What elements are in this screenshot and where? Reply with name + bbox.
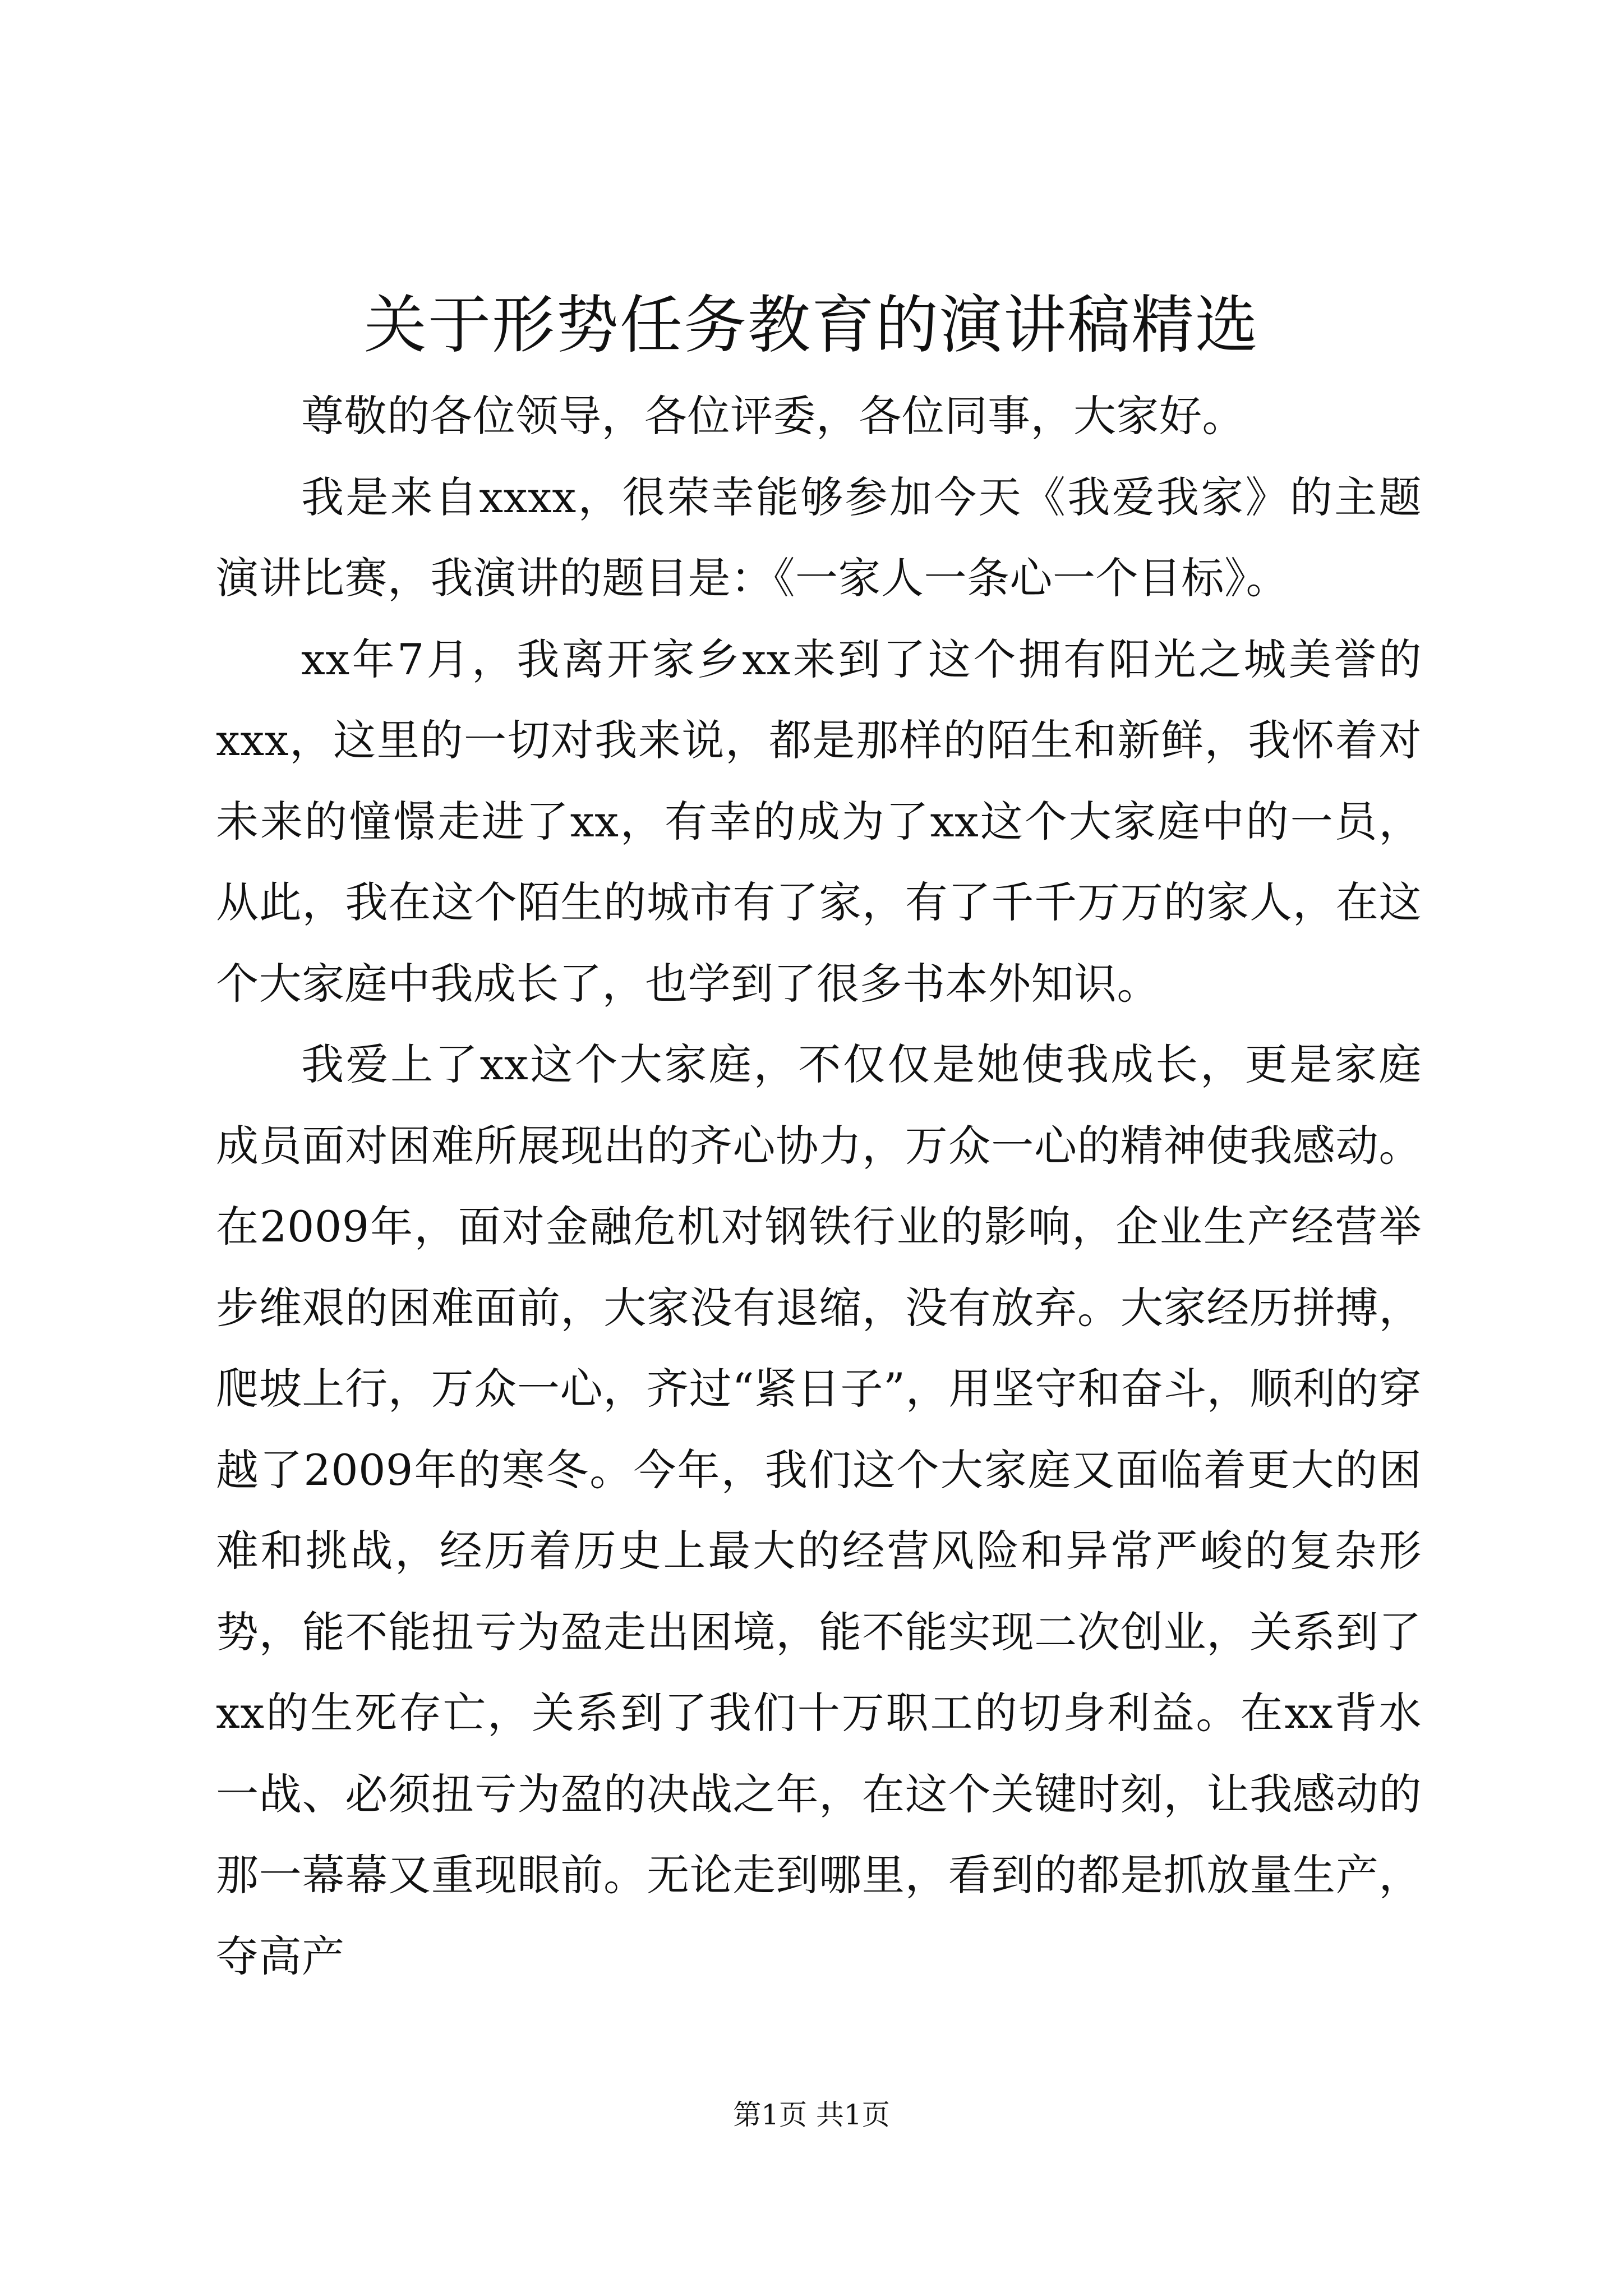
paragraph-greeting: 尊敬的各位领导，各位评委，各位同事，大家好。 bbox=[301, 391, 1245, 441]
page-footer: 第1页 共1页 bbox=[733, 2099, 890, 2131]
paragraph-arrival: xx年7月，我离开家乡xx来到了这个拥有阳光之城美誉的xxx，这里的一切对我来说，都是那样的陌生和新鲜，我怀着对未来的憧憬走进了xx，有幸的成为了xx这个大家庭中的一员，从此，我在这个陌生的城市有了家，有了千千万万的家人，在这个大家庭中我成长了，也学到了很多书本外知识。 bbox=[216, 634, 1422, 1009]
document-title: 关于形势任务教育的演讲稿精选 bbox=[364, 289, 1259, 362]
document-body bbox=[216, 376, 1422, 1997]
paragraph-family: 我爱上了xx这个大家庭，不仅仅是她使我成长，更是家庭成员面对困难所展现出的齐心协力，万众一心的精神使我感动。在2009年，面对金融危机对钢铁行业的影响，企业生产经营举步维艰的困难面前，大家没有退缩，没有放弃。大家经历拼搏，爬坡上行，万众一心，齐过“紧日子”，用坚守和奋斗，顺利的穿越了2009年的寒冬。今年，我们这个大家庭又面临着更大的困难和挑战，经历着历史上最大的经营风险和异常严峻的复杂形势，能不能扭亏为盈走出困境，能不能实现二次创业，关系到了xx的生死存亡，关系到了我们十万职工的切身利益。在xx背水一战、必须扭亏为盈的决战之年，在这个关键时刻，让我感动的那一幕幕又重现眼前。无论走到哪里，看到的都是抓放量生产，夺高产 bbox=[216, 1039, 1422, 1981]
paragraph-intro: 我是来自xxxx，很荣幸能够参加今天《我爱我家》的主题演讲比赛，我演讲的题目是：《一家人一条心一个目标》。 bbox=[216, 472, 1422, 603]
